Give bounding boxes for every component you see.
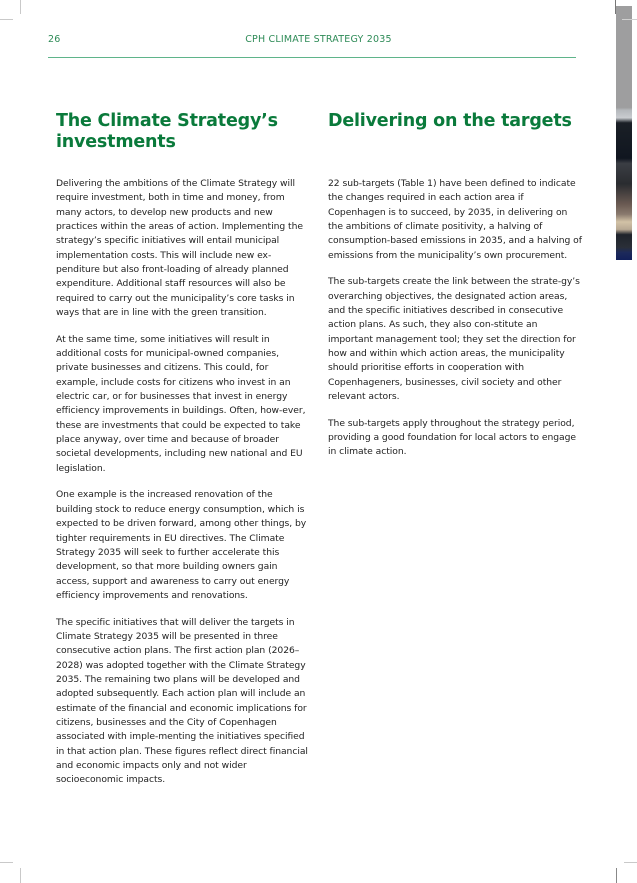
running-title: CPH CLIMATE STRATEGY 2035 — [245, 34, 392, 45]
body-paragraph: The sub-targets apply throughout the strategy period, providing a good foundation for local actors to engage in climate action. — [328, 417, 576, 458]
section-heading-delivering-targets: Delivering on the targets — [328, 111, 572, 131]
body-paragraph: The sub-targets create the link between the strate-gy’s overarching objectives, the designated action areas, and the specific initiatives described in consecutive action plans. As such, they also con-stitute an important management tool; they set the direction for how and within which action areas, the municipality should prioritise efforts in cooperation with Copenhageners, businesses, civil society and other relevant actors. — [328, 276, 580, 403]
page-number: 26 — [48, 34, 61, 45]
body-paragraph: The specific initiatives that will deliver the targets in Climate Strategy 2035 will be presented in three consecutive action plans. The first action plan (2026–2028) was adopted together with the Climate Strategy 2035. The remaining two plans will be developed and adopted subsequently. Each action plan will include an estimate of the financial and economic implications for citizens, businesses and the City of Copenhagen associated with imple-menting the initiatives specified in that action plan. These figures reflect direct financial and economic impacts only and not wider socioeconomic impacts. — [56, 616, 308, 786]
right-column — [328, 111, 582, 472]
crop-mark-top-left-vertical — [20, 0, 21, 14]
body-paragraph: 22 sub-targets (Table 1) have been defined to indicate the changes required in each action area if Copenhagen is to succeed, by 2035, in delivering on the ambitions of climate positivity, a halving of consumption-based emissions in 2035, and a halving of emissions from the municipality’s own procurement. — [328, 178, 582, 261]
section-heading-investments: The Climate Strategy’s investments — [56, 111, 278, 152]
bleed-photo-strip — [616, 6, 632, 260]
body-paragraph: At the same time, some initiatives will result in additional costs for municipal-owned companies, private businesses and citizens. This could, for example, include costs for citizens who invest in an electric car, or for businesses that invest in energy efficiency improvements in buildings. Often, how-ever, these are investments that could be expected to take place anyway, over time and because of broader societal developments, including new national and EU legislation. — [56, 333, 306, 474]
header-divider — [48, 57, 576, 58]
left-column — [56, 111, 310, 800]
body-paragraph: Delivering the ambitions of the Climate Strategy will require investment, both in time and money, from many actors, to develop new products and new practices within the areas of action. Implementing the strategy’s specific initiatives will entail municipal implementation costs. This will include new ex-penditure but also front-loading of already planned expenditure. Additional staff resources will also be required to carry out the municipality’s core tasks in ways that are in line with the green transition. — [56, 178, 303, 319]
crop-mark-bottom-right-vertical — [616, 868, 617, 883]
crop-mark-bottom-left-vertical — [20, 868, 21, 883]
crop-mark-bottom-left-horizontal — [0, 862, 13, 863]
crop-mark-bottom-right-horizontal — [624, 862, 637, 863]
crop-mark-top-left-horizontal — [0, 19, 13, 20]
body-paragraph: One example is the increased renovation of the building stock to reduce energy consumption, which is expected to be driven forward, among other things, by tighter requirements in EU directives. The Climate Strategy 2035 will seek to further accelerate this development, so that more building owners gain access, support and awareness to carry out energy efficiency improvements and renovations. — [56, 489, 307, 601]
